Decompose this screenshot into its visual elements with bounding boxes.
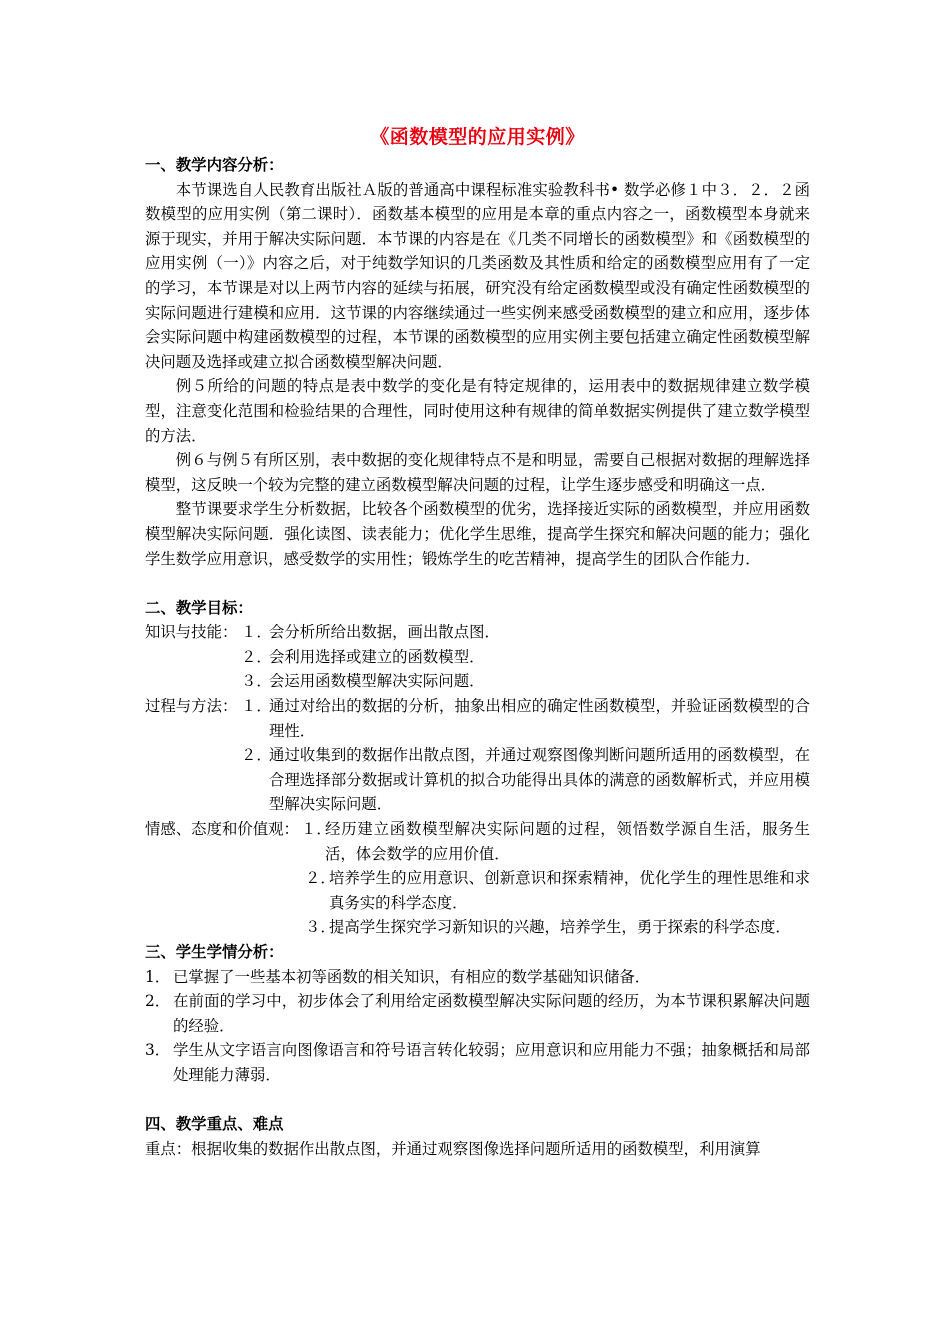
document-body bbox=[145, 124, 810, 1161]
objective-item: ２． 通过收集到的数据作出散点图，并通过观察图像判断问题所适用的函数模型，在合理选择部分数据或计算机的拟合功能得出具体的满意的函数解析式，并应用模型解决实际问题． bbox=[241, 746, 810, 814]
objective-item: ３． 会运用函数模型解决实际问题． bbox=[241, 672, 485, 691]
objective-item: １． 通过对给出的数据的分析，抽象出相应的确定性函数模型，并验证函数模型的合理性． bbox=[241, 697, 810, 740]
objective-item: ２． 培养学生的应用意识、创新意识和探索精神，优化学生的理性思维和求真务实的科学态度． bbox=[305, 869, 810, 912]
key-point-text: 重点：根据收集的数据作出散点图，并通过观察图像选择问题所适用的函数模型，利用演算 bbox=[145, 1139, 761, 1158]
section-1-paragraph: 整节课要求学生分析数据，比较各个函数模型的优劣，选择接近实际的函数模型，并应用函数模型解决实际问题．强化读图、读表能力；优化学生思维，提高学生探究和解决问题的能力；强化学生数学应用意识，感受数学的实用性；锻炼学生的吃苦精神，提高学生的团队合作能力． bbox=[145, 500, 810, 568]
section-2-heading: 二、教学目标： bbox=[145, 598, 253, 617]
objective-method-row bbox=[145, 694, 810, 743]
objective-knowledge-row bbox=[145, 620, 810, 645]
section-3-heading: 三、学生学情分析： bbox=[145, 943, 284, 961]
section-1-paragraph: 本节课选自人民教育出版社Ａ版的普通高中课程标准实验教科书• 数学必修１中３．２．２函数模型的应用实例（第二课时）．函数基本模型的应用是本章的重点内容之一，函数模型本身就来源于现实，并用于解决实际问题．本节课的内容是在《几类不同增长的函数模型》和《函数模型的应用实例（一）》内容之后，对于纯数学知识的几类函数及其性质和给定的函数模型应用有了一定的学习，本节课是对以上两节内容的延续与拓展，研究没有给定函数模型或没有确定性函数模型的实际问题进行建模和应用．这节课的内容继续通过一些实例来感受函数模型的建立和应用，逐步体会实际问题中构建函数模型的过程，本节课的函数模型的应用实例主要包括建立确定性函数模型解决问题及选择或建立拟合函数模型解决问题． bbox=[145, 180, 810, 371]
section-1-heading: 一、教学内容分析： bbox=[145, 156, 284, 174]
objective-item: ２． 会利用选择或建立的函数模型． bbox=[241, 647, 485, 666]
section-1-paragraph: 例５所给的问题的特点是表中数学的变化是有特定规律的，运用表中的数据规律建立数学模型，注意变化范围和检验结果的合理性，同时使用这种有规律的简单数据实例提供了建立数学模型的方法． bbox=[145, 377, 810, 445]
list-item: 1． 已掌握了一些基本初等函数的相关知识，有相应的数学基础知识储备． bbox=[145, 967, 651, 986]
list-item: 2． 在前面的学习中，初步体会了利用给定函数模型解决实际问题的经历，为本节课积累解决问题的经验． bbox=[145, 992, 810, 1035]
objective-label: 过程与方法： bbox=[145, 697, 238, 716]
objective-item: １． 会分析所给出数据，画出散点图． bbox=[241, 623, 500, 642]
list-item: 3． 学生从文字语言向图像语言和符号语言转化较弱；应用意识和应用能力不强；抽象概括和局部处理能力薄弱． bbox=[145, 1041, 810, 1084]
section-1-paragraph: 例６与例５有所区别，表中数据的变化规律特点不是和明显，需要自己根据对数据的理解选择模型，这反映一个较为完整的建立函数模型解决问题的过程，让学生逐步感受和明确这一点． bbox=[145, 451, 810, 494]
objective-attitude-row bbox=[145, 817, 810, 866]
objective-item: ３． 提高学生探究学习新知识的兴趣，培养学生，勇于探索的科学态度． bbox=[305, 918, 791, 937]
objective-item: １． 经历建立函数模型解决实际问题的过程，领悟数学源自生活，服务生活，体会数学的应用价值． bbox=[301, 820, 810, 863]
section-4-heading: 四、教学重点、难点 bbox=[145, 1115, 284, 1134]
document-title: 《函数模型的应用实例》 bbox=[370, 126, 585, 148]
objective-label: 情感、态度和价值观： bbox=[145, 820, 299, 839]
objective-label: 知识与技能： bbox=[145, 623, 238, 642]
